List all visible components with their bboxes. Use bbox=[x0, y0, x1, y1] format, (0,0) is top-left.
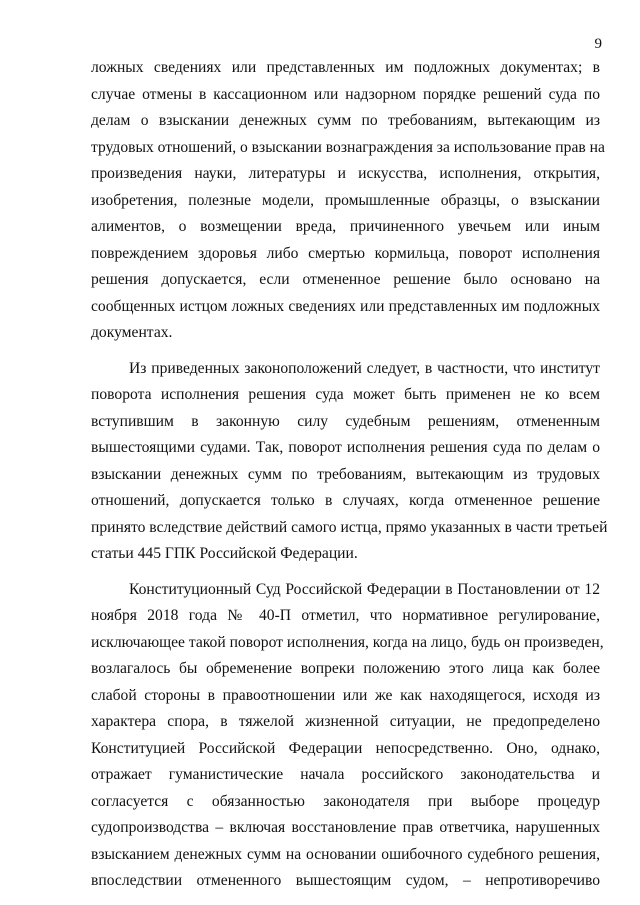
paragraph-1 bbox=[91, 55, 605, 347]
text-line: статьи 445 ГПК Российской Федерации. bbox=[91, 545, 358, 562]
text-line: взысканием денежных сумм на основании ошибочного судебного решения, bbox=[91, 845, 600, 863]
text-line: Конституцией Российской Федерации непосредственно. Оно, однако, bbox=[91, 739, 600, 757]
text-line: отношений, допускается только в случаях, когда отмененное решение bbox=[91, 492, 600, 509]
text-line: случае отмены в кассационном или надзорном порядке решений суда по bbox=[91, 85, 600, 103]
text-line: принято вследствие действий самого истца, прямо указанных в части третьей bbox=[91, 518, 608, 536]
text-line: исключающее такой поворот исполнения, когда на лицо, будь он произведен, bbox=[91, 633, 604, 651]
text-line: впоследствии отмененного вышестоящим судом, – непротиворечиво bbox=[91, 872, 600, 889]
text-line: ложных сведениях или представленных им подложных документах; в bbox=[91, 59, 600, 76]
text-line: трудовых отношений, о взыскании вознаграждения за использование прав на bbox=[91, 138, 605, 156]
text-line: произведения науки, литературы и искусства, исполнения, открытия, bbox=[91, 165, 600, 182]
page-number: 9 bbox=[594, 36, 602, 52]
text-line: согласуется с обязанностью законодателя при выборе процедур bbox=[91, 792, 600, 810]
text-line: Конституционный Суд Российской Федерации в Постановлении от 12 bbox=[129, 580, 600, 598]
text-line: характера спора, в тяжелой жизненной ситуации, не предопределено bbox=[91, 713, 600, 730]
paragraph-2 bbox=[91, 356, 608, 568]
document-body bbox=[91, 55, 608, 895]
text-line: ноября 2018 года № 40-П отметил, что нормативное регулирование, bbox=[91, 607, 600, 624]
text-line: алиментов, о возмещении вреда, причиненного увечьем или иным bbox=[91, 218, 600, 235]
text-line: возлагалось бы обременение вопреки положению этого лица как более bbox=[91, 660, 600, 677]
text-line: взыскании денежных сумм по требованиям, вытекающим из трудовых bbox=[91, 465, 600, 483]
text-line: сообщенных истцом ложных сведениях или представленных им подложных bbox=[91, 297, 600, 315]
paragraph-3 bbox=[91, 577, 604, 895]
text-line: судопроизводства – включая восстановление прав ответчика, нарушенных bbox=[91, 819, 600, 836]
text-line: отражает гуманистические начала российского законодательства и bbox=[91, 766, 600, 783]
text-line: Из приведенных законоположений следует, в частности, что институт bbox=[129, 359, 600, 377]
text-line: вступившим в законную силу судебным решениям, отмененным bbox=[91, 412, 600, 430]
text-line: решения допускается, если отмененное решение было основано на bbox=[91, 271, 600, 288]
text-line: изобретения, полезные модели, промышленные образцы, о взыскании bbox=[91, 191, 600, 209]
text-line: повреждением здоровья либо смертью кормильца, поворот исполнения bbox=[91, 244, 600, 262]
text-line: поворота исполнения решения суда может быть применен не ко всем bbox=[91, 386, 600, 403]
text-line: документах. bbox=[91, 324, 173, 341]
text-line: слабой стороны в правоотношении или же как находящегося, исходя из bbox=[91, 686, 600, 704]
text-line: вышестоящими судами. Так, поворот исполнения решения суда по делам о bbox=[91, 439, 600, 456]
text-line: делам о взыскании денежных сумм по требованиям, вытекающим из bbox=[91, 112, 600, 129]
